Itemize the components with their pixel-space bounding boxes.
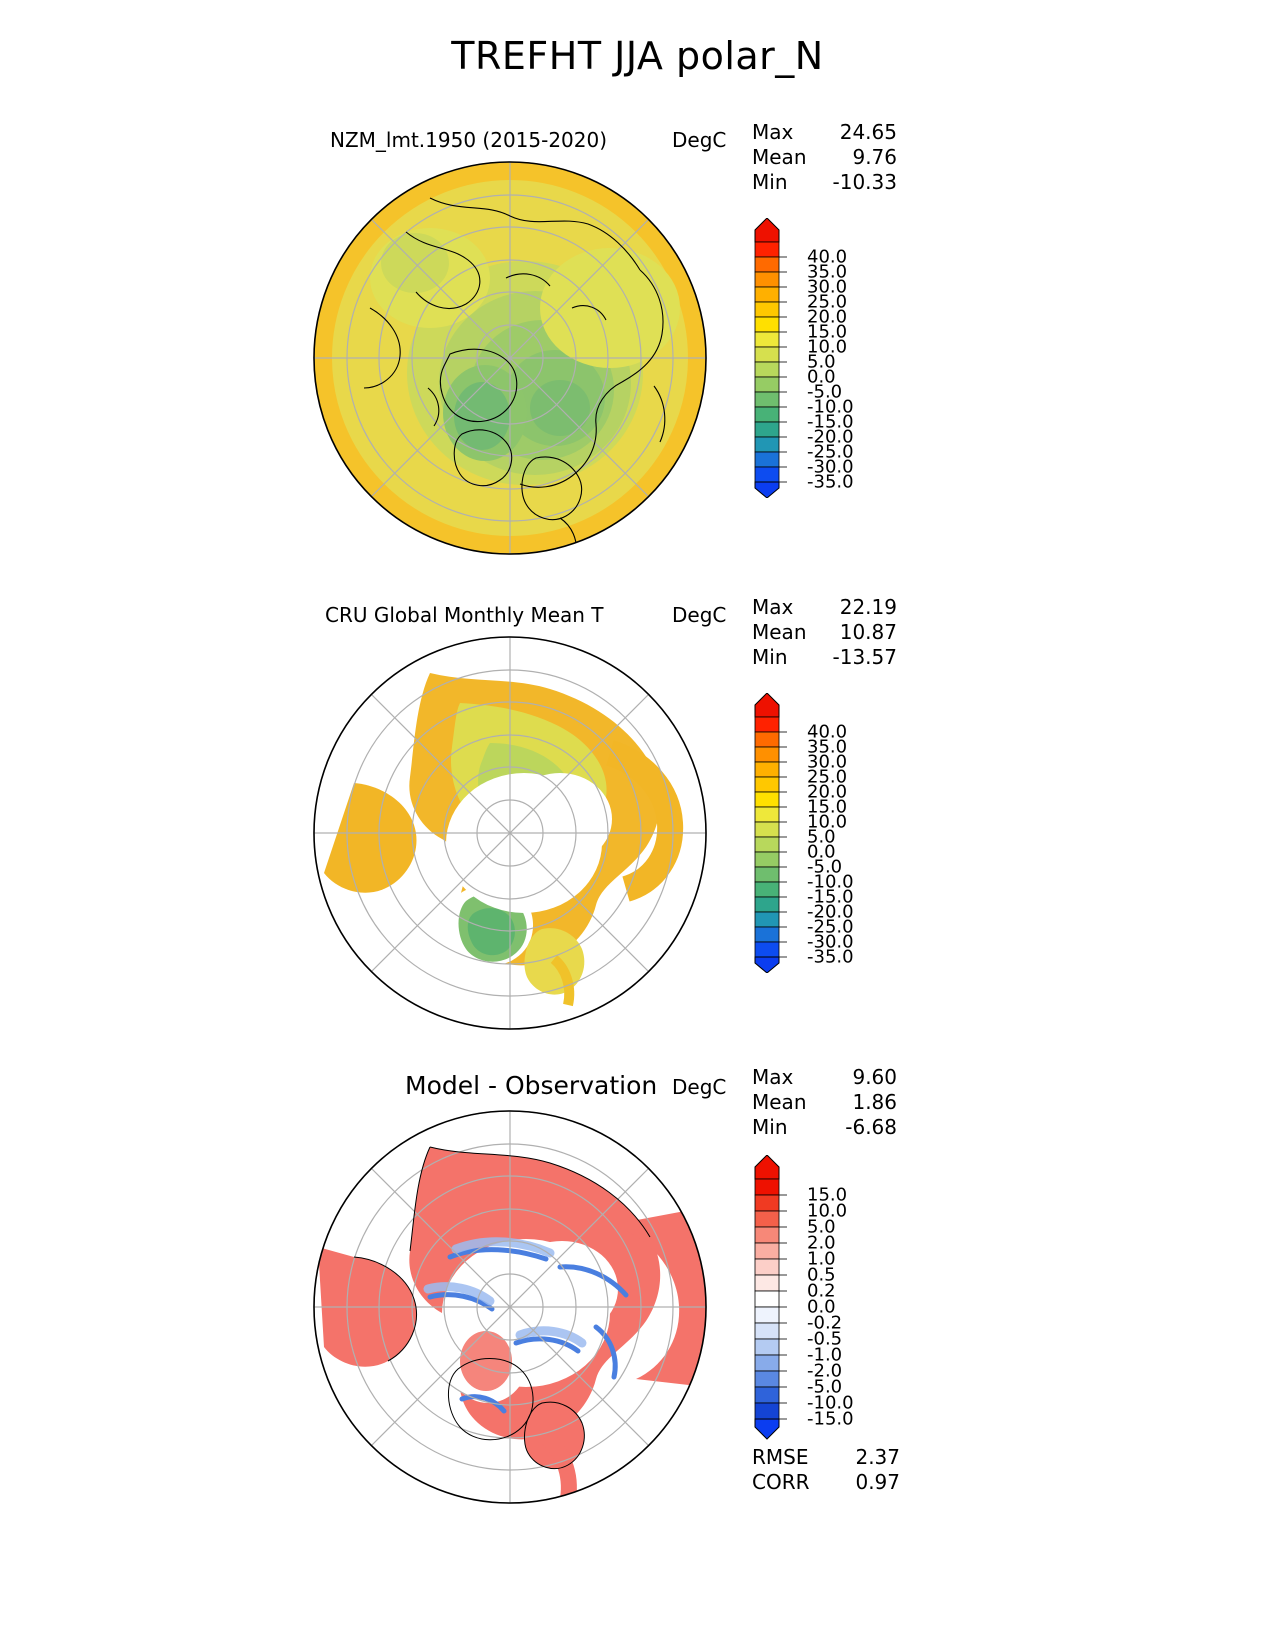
colorbar-tick: 5.0 <box>807 351 836 373</box>
colorbar-tick: 1.0 <box>807 1248 836 1270</box>
units-label-model: DegC <box>672 128 727 152</box>
colorbar-tick: 40.0 <box>807 246 848 268</box>
colorbar-tick: -25.0 <box>807 441 854 463</box>
stat-key: Mean <box>752 1090 807 1114</box>
colorbar-tick: 20.0 <box>807 781 848 803</box>
stats-model <box>752 120 897 195</box>
colorbar-tick: -0.2 <box>807 1312 843 1334</box>
stat-key: Min <box>752 645 788 669</box>
stat-row <box>752 145 897 170</box>
page-title: TREFHT JJA polar_N <box>451 34 824 78</box>
stat-value: -10.33 <box>832 170 897 194</box>
colorbar-tick: 5.0 <box>807 826 836 848</box>
stat-value: 1.86 <box>852 1090 897 1114</box>
colorbar-tick: -10.0 <box>807 1392 854 1414</box>
stat-row <box>752 1115 897 1140</box>
stat-key: CORR <box>752 1470 810 1494</box>
panel-title-observation: CRU Global Monthly Mean T <box>325 603 604 627</box>
colorbar-tick: 25.0 <box>807 291 848 313</box>
stat-key: Mean <box>752 145 807 169</box>
colorbar-tick: -0.5 <box>807 1328 843 1350</box>
stat-key: Min <box>752 1115 788 1139</box>
polar-map-difference <box>310 1107 710 1507</box>
stat-key: Max <box>752 1065 794 1089</box>
colorbar-tick: -10.0 <box>807 396 854 418</box>
stat-key: Mean <box>752 620 807 644</box>
polar-map-model <box>310 158 710 558</box>
colorbar-tick: -30.0 <box>807 456 854 478</box>
stat-row <box>752 645 897 670</box>
colorbar-tick: -15.0 <box>807 411 854 433</box>
stats-observation <box>752 595 897 670</box>
colorbar-tick: -25.0 <box>807 916 854 938</box>
panel-model <box>0 110 1275 580</box>
colorbar-tick: 0.0 <box>807 841 836 863</box>
colorbar-tick: -35.0 <box>807 946 854 968</box>
colorbar-tick: -30.0 <box>807 931 854 953</box>
colorbar-model <box>745 218 925 498</box>
stat-key: Max <box>752 120 794 144</box>
stat-row <box>752 1470 900 1495</box>
units-label-difference: DegC <box>672 1075 727 1099</box>
units-label-observation: DegC <box>672 603 727 627</box>
colorbar-tick: -2.0 <box>807 1360 843 1382</box>
panel-observation <box>0 585 1275 1055</box>
stat-value: -13.57 <box>832 645 897 669</box>
stat-row <box>752 1090 897 1115</box>
polar-map-observation <box>310 633 710 1033</box>
colorbar-tick: 40.0 <box>807 721 848 743</box>
stat-value: 9.76 <box>852 145 897 169</box>
colorbar-tick: -5.0 <box>807 1376 843 1398</box>
colorbar-tick: 30.0 <box>807 751 848 773</box>
stats-difference <box>752 1065 897 1140</box>
colorbar-tick: 5.0 <box>807 1216 836 1238</box>
colorbar-tick: -5.0 <box>807 856 843 878</box>
stat-value: 22.19 <box>839 595 897 619</box>
colorbar-tick: 0.2 <box>807 1280 836 1302</box>
colorbar-tick: 20.0 <box>807 306 848 328</box>
colorbar-tick: 10.0 <box>807 1200 848 1222</box>
colorbar-tick: -5.0 <box>807 381 843 403</box>
colorbar-tick: 15.0 <box>807 321 848 343</box>
colorbar-tick: 25.0 <box>807 766 848 788</box>
colorbar-tick: 2.0 <box>807 1232 836 1254</box>
stat-value: 2.37 <box>855 1445 900 1469</box>
stat-value: 24.65 <box>839 120 897 144</box>
stat-value: 10.87 <box>839 620 897 644</box>
stat-row <box>752 595 897 620</box>
stat-value: 9.60 <box>852 1065 897 1089</box>
colorbar-difference <box>745 1155 925 1455</box>
stat-key: Max <box>752 595 794 619</box>
colorbar-tick: 10.0 <box>807 336 848 358</box>
stat-row <box>752 1065 897 1090</box>
colorbar-tick: 0.0 <box>807 1296 836 1318</box>
colorbar-tick: 0.0 <box>807 366 836 388</box>
stat-row <box>752 620 897 645</box>
colorbar-tick: -10.0 <box>807 871 854 893</box>
stat-row <box>752 170 897 195</box>
panel-title-difference: Model - Observation <box>405 1071 658 1100</box>
colorbar-observation <box>745 693 925 973</box>
stat-value: 0.97 <box>855 1470 900 1494</box>
colorbar-tick: 10.0 <box>807 811 848 833</box>
colorbar-tick: 35.0 <box>807 736 848 758</box>
colorbar-tick: -15.0 <box>807 886 854 908</box>
stat-key: RMSE <box>752 1445 809 1469</box>
colorbar-tick: -20.0 <box>807 901 854 923</box>
stat-value: -6.68 <box>845 1115 897 1139</box>
colorbar-tick: -15.0 <box>807 1408 854 1430</box>
colorbar-tick: 30.0 <box>807 276 848 298</box>
colorbar-tick: 15.0 <box>807 796 848 818</box>
panel-title-model: NZM_lmt.1950 (2015-2020) <box>330 128 608 152</box>
stat-row <box>752 120 897 145</box>
colorbar-tick: -1.0 <box>807 1344 843 1366</box>
panel-difference <box>0 1055 1275 1555</box>
colorbar-tick: -35.0 <box>807 471 854 493</box>
colorbar-tick: -20.0 <box>807 426 854 448</box>
colorbar-tick: 0.5 <box>807 1264 836 1286</box>
stat-key: Min <box>752 170 788 194</box>
colorbar-tick: 15.0 <box>807 1184 848 1206</box>
colorbar-tick: 35.0 <box>807 261 848 283</box>
